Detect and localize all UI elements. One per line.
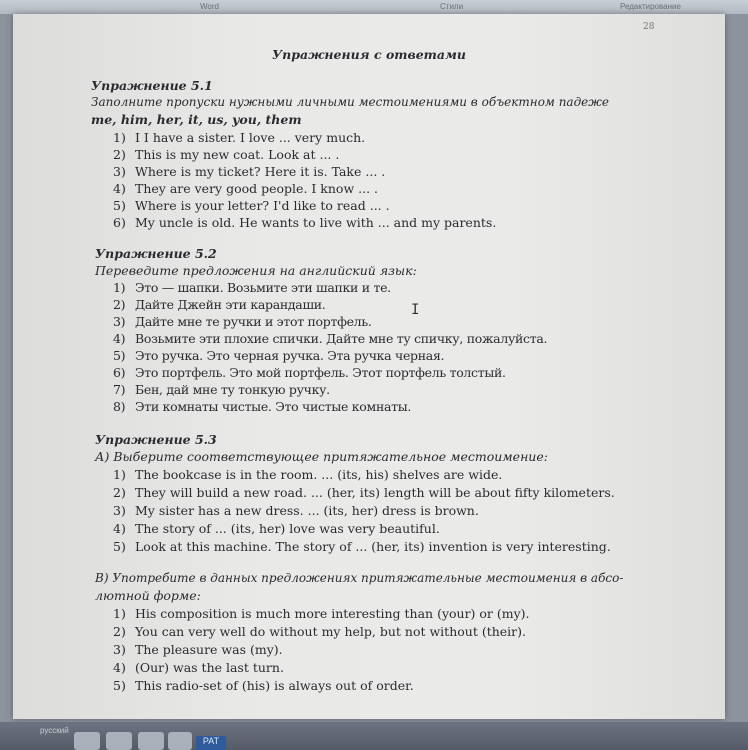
list-item: 5) Look at this machine. The story of ... (her, its) invention is very interesting. [113,539,611,554]
list-item: 7) Бен, дай мне ту тонкую ручку. [113,382,330,397]
list-item: 1) The bookcase is in the room. ... (its, his) shelves are wide. [113,467,503,482]
taskbar-app-indicator[interactable]: PAT [196,736,226,750]
list-item: 4) (Our) was the last turn. [113,660,284,675]
document-page[interactable] [13,14,725,719]
list-item: 6) My uncle is old. He wants to live with ... and my parents. [113,215,497,230]
exercise-5-3-part-b-instruction-cont: лютной форме: [95,588,201,603]
exercise-5-3-part-b-instruction: В) Употребите в данных предложениях притяжательные местоимения в абсо- [95,571,624,585]
exercise-5-1-heading: Упражнение 5.1 [91,78,213,93]
list-item: 4) The story of ... (its, her) love was very beautiful. [113,521,440,536]
language-indicator[interactable]: русский [40,726,69,735]
exercise-5-1-pronouns: me, him, her, it, us, you, them [91,112,302,127]
taskbar-button[interactable] [168,732,192,750]
text-cursor-icon: I [411,302,420,318]
list-item: 5) Это ручка. Это черная ручка. Эта ручка черная. [113,348,445,363]
styles-group-label[interactable]: Стили [440,2,464,11]
taskbar-button[interactable] [138,732,164,750]
list-item: 5) Where is your letter? I'd like to read ... . [113,198,390,213]
list-item: 4) Возьмите эти плохие спички. Дайте мне ту спичку, пожалуйста. [113,331,548,346]
list-item: 1) His composition is much more interesting than (your) or (my). [113,606,530,621]
list-item: 3) Where is my ticket? Here it is. Take ... . [113,164,386,179]
list-item: 5) This radio-set of (his) is always out of order. [113,678,414,693]
list-item: 2) You can very well do without my help, but not without (their). [113,624,526,639]
exercise-5-2-heading: Упражнение 5.2 [95,246,217,261]
page-title: Упражнения с ответами [272,47,466,62]
list-item: 2) This is my new coat. Look at ... . [113,147,340,162]
list-item: 3) The pleasure was (my). [113,642,283,657]
list-item: 2) Дайте Джейн эти карандаши. [113,297,326,312]
exercise-5-3-part-a-instruction: А) Выберите соответствующее притяжательное местоимение: [95,449,548,464]
taskbar [0,722,748,750]
taskbar-button[interactable] [74,732,100,750]
exercise-5-2-instruction: Переведите предложения на английский язык: [95,263,417,278]
list-item: 4) They are very good people. I know ... . [113,181,378,196]
list-item: 8) Эти комнаты чистые. Это чистые комнаты. [113,399,412,414]
exercise-5-1-instruction: Заполните пропуски нужными личными местоимениями в объектном падеже [91,95,610,109]
page-number: 28 [643,22,655,32]
list-item: 1) Это — шапки. Возьмите эти шапки и те. [113,280,391,295]
list-item: 3) Дайте мне те ручки и этот портфель. [113,314,372,329]
taskbar-button[interactable] [106,732,132,750]
list-item: 6) Это портфель. Это мой портфель. Этот портфель толстый. [113,365,506,380]
exercise-5-3-heading: Упражнение 5.3 [95,432,217,447]
window-title-left: Word [200,2,219,11]
list-item: 3) My sister has a new dress. ... (its, her) dress is brown. [113,503,479,518]
editing-group-label[interactable]: Редактирование [620,2,681,11]
list-item: 2) They will build a new road. ... (her, its) length will be about fifty kilometers. [113,485,615,500]
list-item: 1) I I have a sister. I love ... very much. [113,130,366,145]
window-title-bar [0,0,748,14]
